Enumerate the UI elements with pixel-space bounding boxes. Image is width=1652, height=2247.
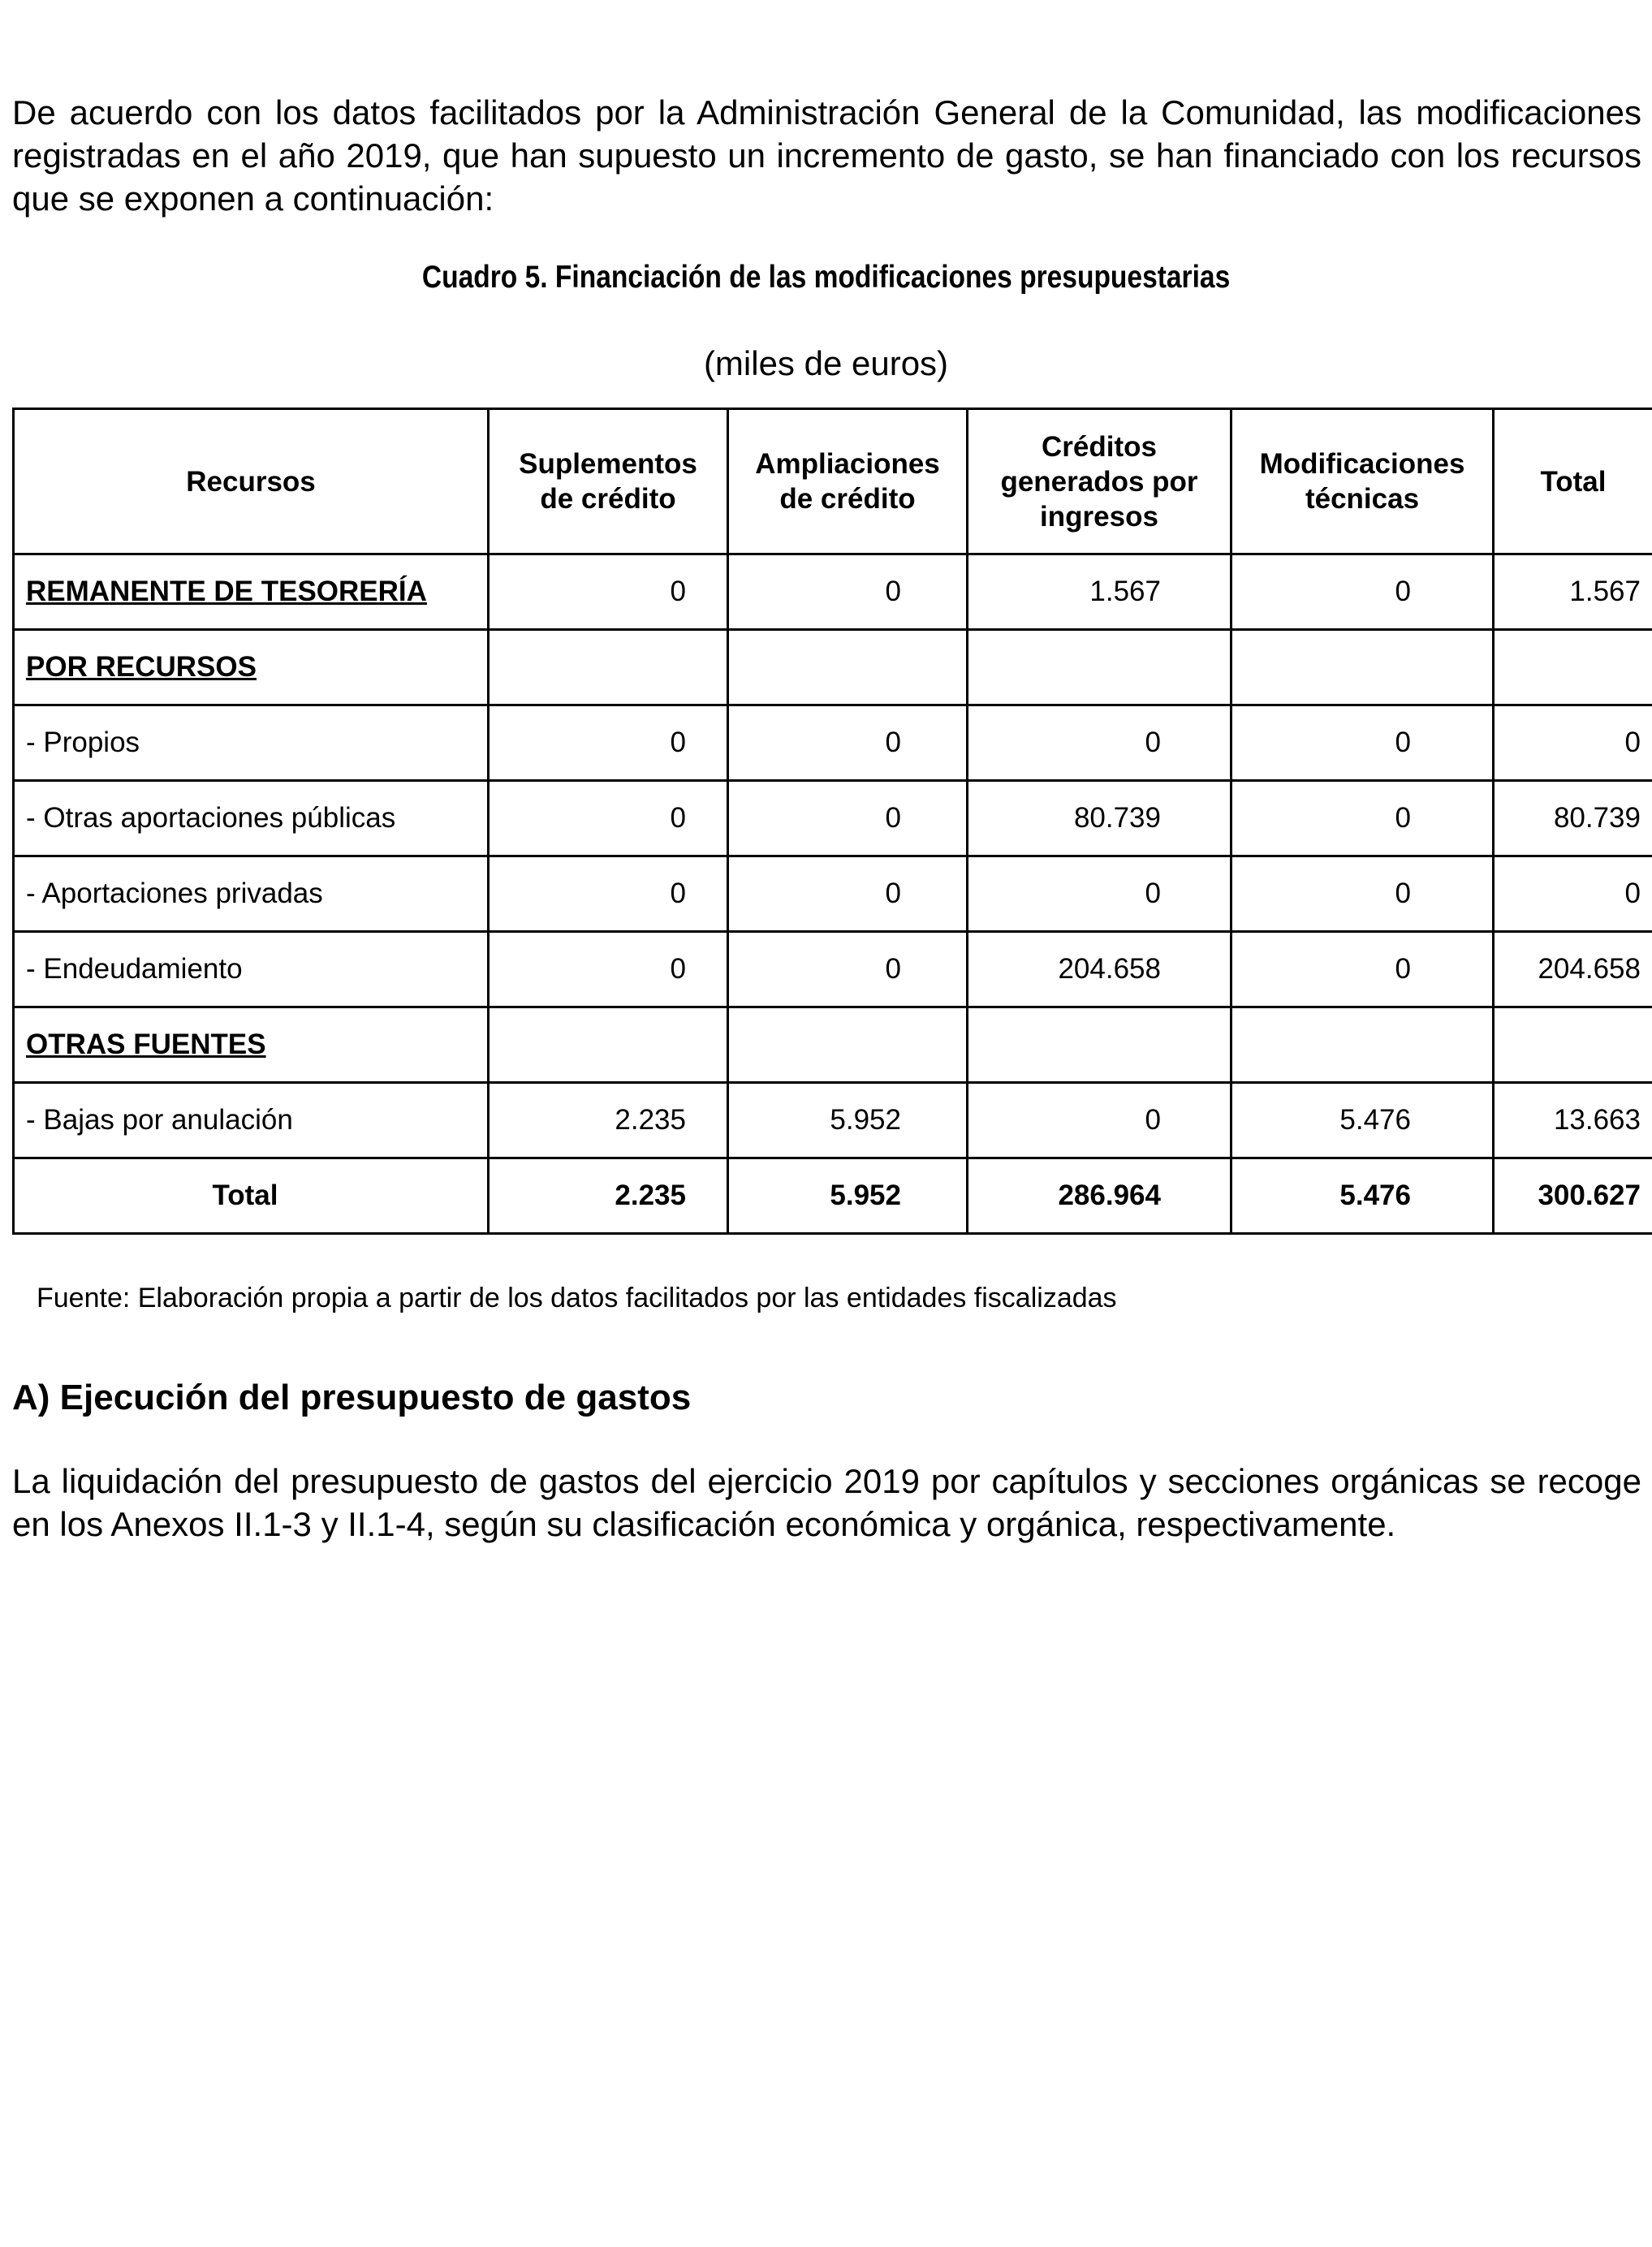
header-ampliaciones: Ampliaciones de crédito bbox=[728, 409, 968, 554]
cell-value bbox=[1494, 630, 1652, 705]
cell-value: 0 bbox=[1231, 856, 1494, 932]
cell-value: 0 bbox=[1231, 781, 1494, 856]
total-value: 286.964 bbox=[968, 1158, 1231, 1234]
cell-value: 0 bbox=[489, 856, 728, 932]
cell-value: 0 bbox=[489, 781, 728, 856]
cell-value: 204.658 bbox=[968, 932, 1231, 1007]
cell-value bbox=[728, 1007, 968, 1083]
header-recursos: Recursos bbox=[14, 409, 489, 554]
table-row bbox=[14, 781, 1652, 856]
table-row bbox=[14, 1007, 1652, 1083]
cell-value bbox=[489, 630, 728, 705]
cell-value: 204.658 bbox=[1494, 932, 1652, 1007]
header-modificaciones-tecnicas: Modificaciones técnicas bbox=[1231, 409, 1494, 554]
cell-value: 0 bbox=[728, 781, 968, 856]
cell-value bbox=[1494, 1007, 1652, 1083]
table-row bbox=[14, 630, 1652, 705]
cell-value: 0 bbox=[968, 856, 1231, 932]
row-label: - Aportaciones privadas bbox=[14, 856, 489, 932]
cell-value: 0 bbox=[1231, 705, 1494, 781]
cell-value: 1.567 bbox=[1494, 554, 1652, 630]
cell-value: 5.952 bbox=[728, 1083, 968, 1158]
cell-value: 0 bbox=[489, 705, 728, 781]
cell-value: 0 bbox=[1494, 856, 1652, 932]
cell-value: 0 bbox=[728, 554, 968, 630]
cell-value: 80.739 bbox=[1494, 781, 1652, 856]
cell-value: 1.567 bbox=[968, 554, 1231, 630]
cell-value: 0 bbox=[728, 856, 968, 932]
cell-value: 5.476 bbox=[1231, 1083, 1494, 1158]
row-label: - Otras aportaciones públicas bbox=[14, 781, 489, 856]
cell-value bbox=[728, 630, 968, 705]
header-total: Total bbox=[1494, 409, 1652, 554]
cell-value: 13.663 bbox=[1494, 1083, 1652, 1158]
cell-value: 2.235 bbox=[489, 1083, 728, 1158]
table-caption: Cuadro 5. Financiación de las modificaciones presupuestarias bbox=[421, 260, 1231, 295]
cell-value: 0 bbox=[489, 554, 728, 630]
intro-paragraph: De acuerdo con los datos facilitados por la Administración General de la Comunidad, las modificaciones registradas en el año 2019, que han supuesto un incremento de gasto, se han financiado con los recursos que se exponen a continuación: bbox=[12, 93, 1641, 218]
cell-value: 0 bbox=[968, 1083, 1231, 1158]
financing-table bbox=[12, 408, 1652, 1235]
table-row bbox=[14, 856, 1652, 932]
header-suplementos: Suplementos de crédito bbox=[489, 409, 728, 554]
cell-value bbox=[1231, 630, 1494, 705]
row-label: OTRAS FUENTES bbox=[14, 1007, 489, 1083]
table-units: (miles de euros) bbox=[703, 344, 949, 382]
row-label: REMANENTE DE TESORERÍA bbox=[14, 554, 489, 630]
table-row bbox=[14, 1083, 1652, 1158]
cell-value bbox=[489, 1007, 728, 1083]
table-total-row bbox=[14, 1158, 1652, 1234]
table-row bbox=[14, 554, 1652, 630]
cell-value bbox=[968, 630, 1231, 705]
row-label: - Bajas por anulación bbox=[14, 1083, 489, 1158]
cell-value bbox=[968, 1007, 1231, 1083]
row-label: POR RECURSOS bbox=[14, 630, 489, 705]
table-row bbox=[14, 932, 1652, 1007]
section-paragraph: La liquidación del presupuesto de gastos del ejercicio 2019 por capítulos y secciones orgánicas se recoge en los Anexos II.1-3 y II.1-4, según su clasificación económica y orgánica, respectivamente. bbox=[12, 1462, 1641, 1543]
section-heading: A) Ejecución del presupuesto de gastos bbox=[12, 1378, 692, 1417]
cell-value: 0 bbox=[728, 705, 968, 781]
cell-value: 0 bbox=[728, 932, 968, 1007]
cell-value: 0 bbox=[968, 705, 1231, 781]
cell-value: 80.739 bbox=[968, 781, 1231, 856]
cell-value: 0 bbox=[1231, 932, 1494, 1007]
total-value: 2.235 bbox=[489, 1158, 728, 1234]
cell-value: 0 bbox=[1231, 554, 1494, 630]
total-value: 5.952 bbox=[728, 1158, 968, 1234]
row-label: - Propios bbox=[14, 705, 489, 781]
cell-value: 0 bbox=[489, 932, 728, 1007]
total-value: 300.627 bbox=[1494, 1158, 1652, 1234]
row-label: - Endeudamiento bbox=[14, 932, 489, 1007]
cell-value bbox=[1231, 1007, 1494, 1083]
table-source-note: Fuente: Elaboración propia a partir de los datos facilitados por las entidades fiscalizadas bbox=[37, 1283, 1117, 1313]
total-value: 5.476 bbox=[1231, 1158, 1494, 1234]
table-header-row bbox=[14, 409, 1652, 554]
table-row bbox=[14, 705, 1652, 781]
header-creditos-generados: Créditos generados por ingresos bbox=[968, 409, 1231, 554]
total-label: Total bbox=[14, 1158, 489, 1234]
cell-value: 0 bbox=[1494, 705, 1652, 781]
